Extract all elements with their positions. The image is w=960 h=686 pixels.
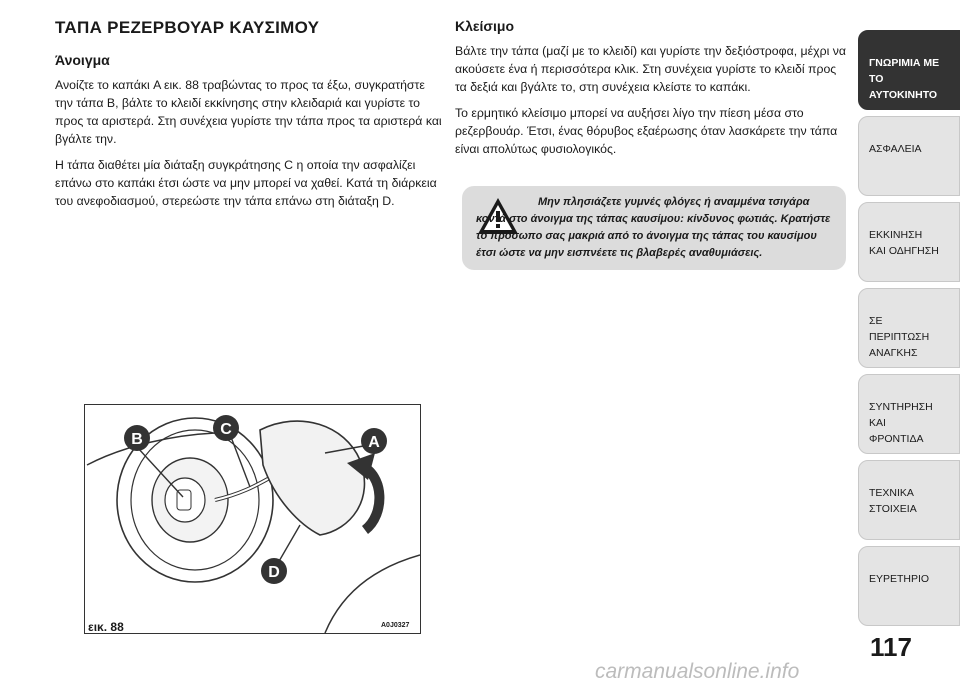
tab-index[interactable]: [858, 546, 960, 626]
tab-maintenance[interactable]: [858, 374, 960, 454]
closing-paragraph-1: Βάλτε την τάπα (μαζί με το κλειδί) και γυρίστε την δεξιόστροφα, μέχρι να ακούσετε ένα ή περισσότερα κλικ. Στη συνέχεια γυρίστε το κλειδί προς τα δεξιά και βγάλτε το, στη συνέχεια κλείστε το καπάκι.: [455, 44, 846, 94]
tab-label: ΣΕ ΠΕΡΙΠΤΩΣΗ ΑΝΑΓΚΗΣ: [869, 315, 930, 359]
callout-d: [261, 558, 287, 584]
tab-label: ΣΥΝΤΗΡΗΣΗ ΚΑΙ ΦΡΟΝΤΙΔΑ: [869, 401, 933, 445]
warning-box: [462, 186, 846, 270]
callout-c: [213, 415, 239, 441]
tab-label: ΓΝΩΡΙΜΙΑ ΜΕ ΤΟ ΑΥΤΟΚΙΝΗΤΟ: [869, 57, 940, 101]
closing-heading: Κλείσιμο: [455, 18, 515, 34]
closing-paragraph-2: Το ερμητικό κλείσιμο μπορεί να αυξήσει λίγο την πίεση μέσα στο ρεζερβουάρ. Έτσι, ένας θόρυβος εξαέρωσης όταν λασκάρετε την τάπα είναι απολύτως φυσιολογικός.: [455, 106, 838, 156]
svg-text:C: C: [220, 421, 232, 438]
tab-label: ΕΥΡΕΤΗΡΙΟ: [869, 573, 930, 585]
callout-b: [124, 425, 150, 451]
tab-label: ΤΕΧΝΙΚΑ ΣΤΟΙΧΕΙΑ: [869, 487, 917, 515]
opening-paragraph-2: Η τάπα διαθέτει μία διάταξη συγκράτησης C η οποία την ασφαλίζει επάνω στο καπάκι έτσι ώστε να μην μπορεί να χαθεί. Κατά τη διάρκεια του ανεφοδιασμού, στερεώστε την τάπα επάνω στη διάταξη D.: [55, 158, 437, 208]
tab-safety[interactable]: [858, 116, 960, 196]
right-column: [455, 18, 850, 166]
left-column: [55, 18, 445, 218]
page-number: 117: [870, 632, 912, 662]
tab-emergency[interactable]: [858, 288, 960, 368]
tab-label: ΕΚΚΙΝΗΣΗ ΚΑΙ ΟΔΗΓΗΣΗ: [869, 229, 939, 257]
tab-technical-data[interactable]: [858, 460, 960, 540]
tab-starting-driving[interactable]: [858, 202, 960, 282]
fuel-cap-illustration: [85, 405, 420, 633]
figure-caption: εικ. 88: [88, 620, 124, 634]
tab-label: ΑΣΦΑΛΕΙΑ: [869, 143, 922, 155]
callout-a: [361, 428, 387, 454]
svg-text:A: A: [368, 434, 380, 451]
svg-text:B: B: [131, 431, 143, 448]
figure-code: A0J0327: [381, 622, 410, 629]
svg-text:D: D: [268, 564, 280, 581]
figure-88: [84, 404, 421, 634]
warning-text: Μην πλησιάζετε γυμνές φλόγες ή αναμμένα τσιγάρα κοντά στο άνοιγμα της τάπας καυσίμου: κίνδυνος φωτιάς. Κρατήστε το πρόσωπο σας μακριά από το άνοιγμα της τάπας του καυσίμου έτσι ώστε να μην εισπνέετε τις βλαβερές αναθυμιάσεις.: [476, 196, 831, 259]
opening-heading: Άνοιγμα: [55, 52, 110, 68]
opening-paragraph-1: Ανοίζτε το καπάκι A εικ. 88 τραβώντας το προς τα έξω, συγκρατήστε την τάπα B, βάλτε το κλειδί εκκίνησης στην κλειδαριά και γυρίστε το προς τα αριστερά. Στη συνέχεια γυρίστε την τάπα προς τα αριστερά και βγάλτε την.: [55, 78, 442, 146]
tab-getting-to-know[interactable]: [858, 30, 960, 110]
section-title: ΤΑΠΑ ΡΕΖΕΡΒΟΥΑΡ ΚΑΥΣΙΜΟΥ: [55, 18, 320, 37]
watermark: carmanualsonline.info: [595, 660, 800, 683]
